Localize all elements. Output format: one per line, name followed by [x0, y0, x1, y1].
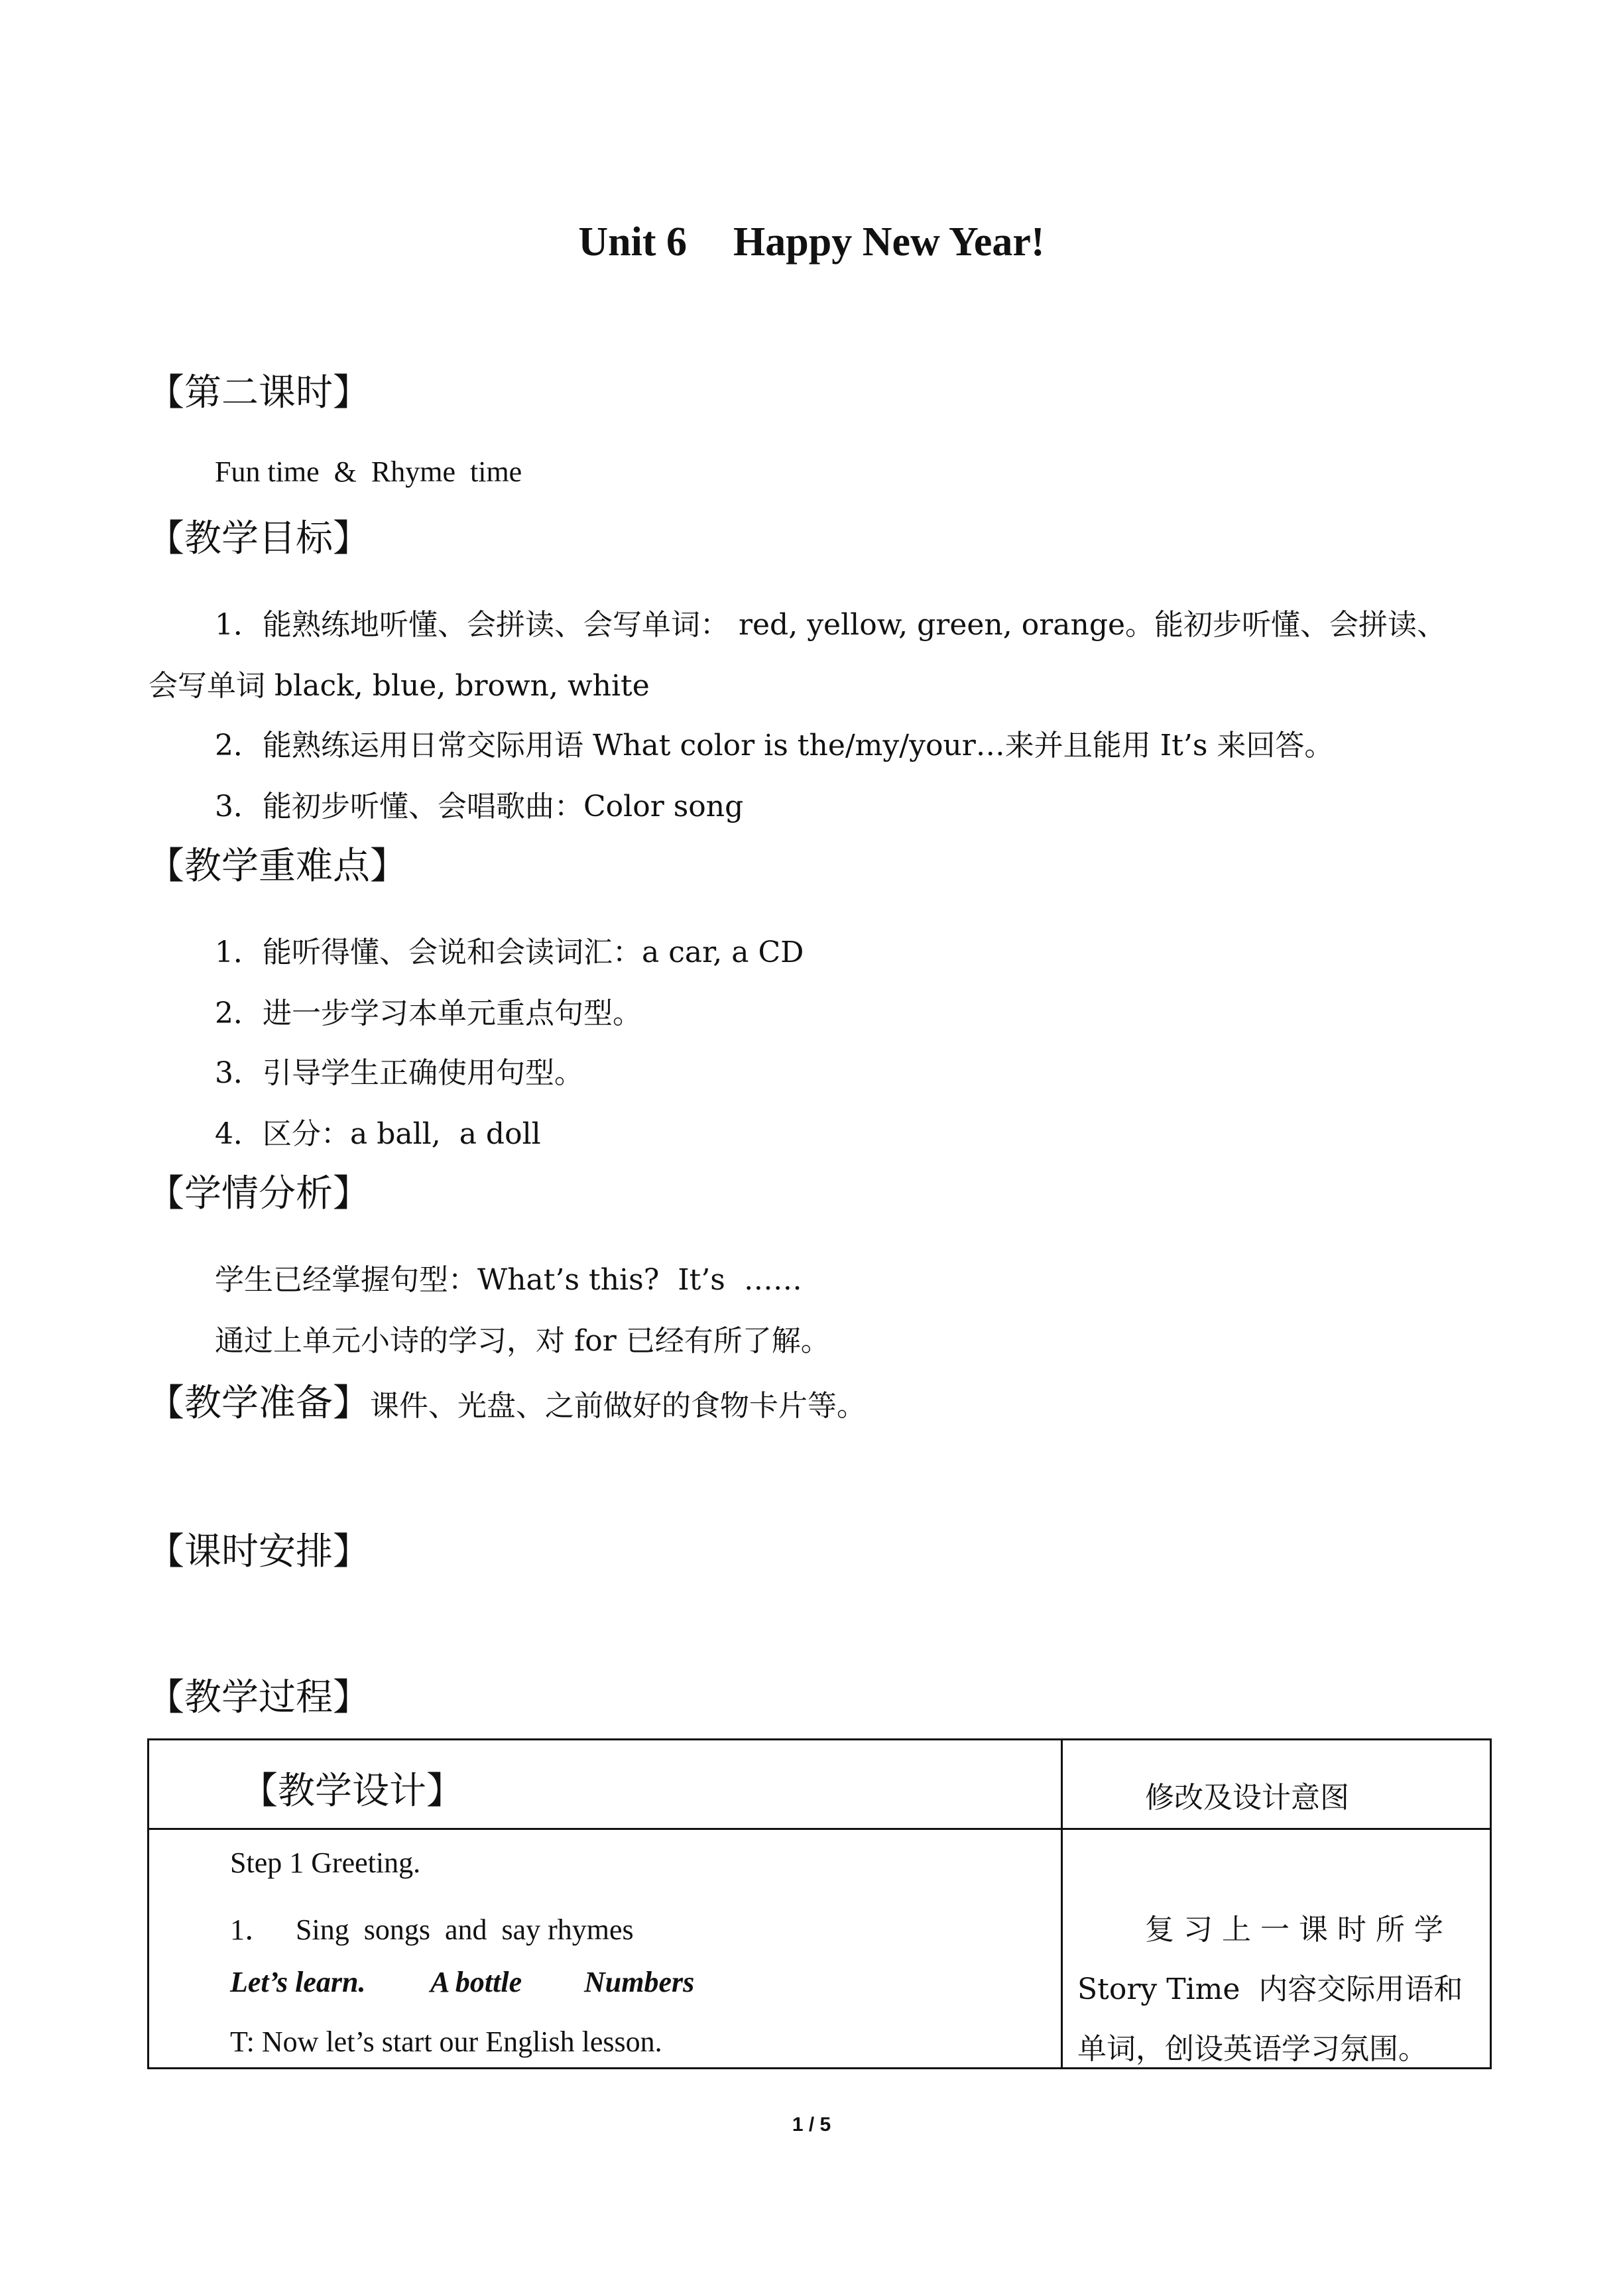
- key-point-item: 4．区分：a ball, a doll: [215, 1117, 541, 1151]
- page-number: 1 / 5: [792, 2114, 831, 2136]
- lesson-subtitle: Fun time & Rhyme time: [215, 455, 522, 488]
- step-item: 1． Sing songs and say rhymes: [230, 1913, 634, 1946]
- schedule-heading: 【课时安排】: [147, 1530, 370, 1573]
- process-heading: 【教学过程】: [147, 1676, 370, 1719]
- page-title: [0, 219, 1623, 266]
- preparation-row: [147, 1374, 866, 1427]
- step-teacher-line: T: Now let’s start our English lesson.: [230, 2025, 662, 2058]
- process-table: [147, 1738, 1492, 2069]
- table-row: [149, 1829, 1491, 2069]
- key-point-item: 3．引导学生正确使用句型。: [215, 1056, 583, 1090]
- key-point-item: 1．能听得懂、会说和会读词汇：a car, a CD: [215, 936, 804, 969]
- design-column-title: 【教学设计】: [241, 1770, 463, 1813]
- key-point-item: 2．进一步学习本单元重点句型。: [215, 997, 642, 1030]
- lesson-heading: 【第二课时】: [147, 371, 370, 414]
- objective-item-2: 2．能熟练运用日常交际用语 What color is the/my/your…来并且能用 It’s 来回答。: [215, 729, 1334, 762]
- title-unit: Unit 6: [578, 219, 688, 265]
- step-title: Step 1 Greeting.: [230, 1846, 421, 1879]
- step-cell: [149, 1829, 1062, 2069]
- notes-column-title: 修改及设计意图: [1145, 1781, 1349, 1815]
- title-name: Happy New Year!: [733, 219, 1045, 265]
- objective-item-1-line-1: 1．能熟练地听懂、会拼读、会写单词： red, yellow, green, orange。能初步听懂、会拼读、: [215, 608, 1447, 642]
- preparation-heading: 【教学准备】: [147, 1382, 370, 1425]
- objectives-heading: 【教学目标】: [147, 517, 370, 560]
- table-header-row: [149, 1740, 1491, 1829]
- preparation-text: 课件、光盘、之前做好的食物卡片等。: [370, 1389, 866, 1423]
- analysis-line-2: 通过上单元小诗的学习，对 for 已经有所了解。: [215, 1324, 830, 1358]
- objective-item-1-line-2: 会写单词 black, blue, brown, white: [149, 669, 650, 703]
- notes-column-header: [1062, 1740, 1491, 1829]
- key-points-heading: 【教学重难点】: [147, 845, 407, 888]
- step-learn-1: Let’s learn.: [230, 1966, 366, 1998]
- analysis-line-1: 学生已经掌握句型：What’s this? It’s ……: [215, 1263, 802, 1297]
- note-line: 单词，创设英语学习氛围。: [1077, 2032, 1427, 2066]
- analysis-heading: 【学情分析】: [147, 1172, 370, 1215]
- note-cell: [1062, 1829, 1491, 2069]
- note-line: 复 习 上 一 课 时 所 学: [1145, 1913, 1443, 1947]
- design-column-header: [149, 1740, 1062, 1829]
- objective-item-3: 3．能初步听懂、会唱歌曲：Color song: [215, 790, 744, 823]
- note-line: Story Time 内容交际用语和: [1077, 1972, 1463, 2006]
- step-learn-2: A bottle: [430, 1966, 522, 1998]
- step-learn-3: Numbers: [584, 1966, 695, 1998]
